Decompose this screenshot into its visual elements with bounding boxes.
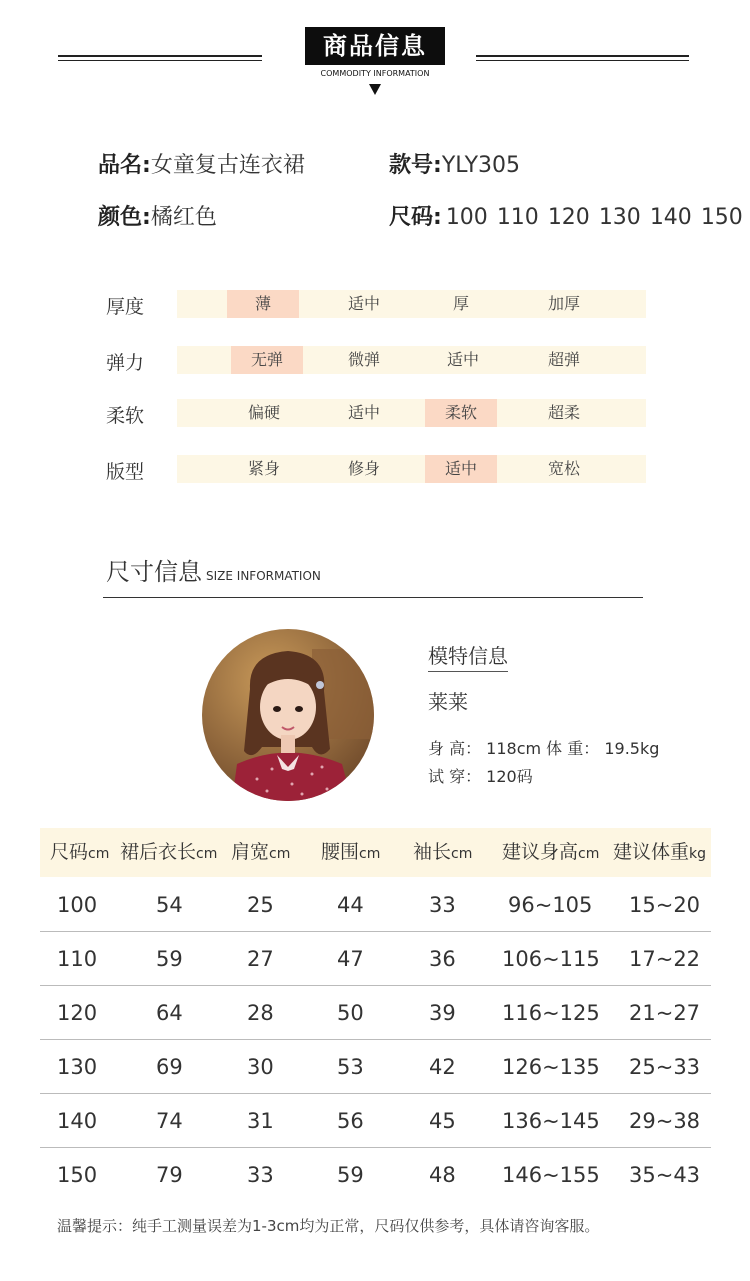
table-cell: 44 — [337, 893, 364, 917]
attribute-option: 修身 — [347, 459, 380, 478]
header-divider-right — [476, 55, 689, 61]
model-info-title: 模特信息 — [428, 640, 508, 672]
table-cell: 150 — [57, 1163, 98, 1187]
table-cell: 130 — [57, 1055, 98, 1079]
table-cell: 39 — [429, 1001, 456, 1025]
table-cell: 25 — [247, 893, 274, 917]
table-cell: 27 — [247, 947, 274, 971]
attribute-option: 适中 — [425, 455, 497, 483]
product-name-label: 品名: — [98, 153, 151, 178]
table-header-cell: 建议身高cm — [502, 841, 600, 863]
table-cell: 17~22 — [629, 947, 701, 971]
attribute-option: 柔软 — [425, 399, 497, 427]
attribute-option: 偏硬 — [247, 403, 280, 422]
product-name-value: 女童复古连衣裙 — [150, 153, 305, 178]
section-title-commodity: 商品信息 — [305, 27, 445, 65]
table-header-cell: 裙后衣长cm — [120, 841, 218, 863]
table-cell: 110 — [57, 947, 98, 971]
table-cell: 96~105 — [508, 893, 593, 917]
table-cell: 30 — [247, 1055, 274, 1079]
table-cell: 56 — [337, 1109, 364, 1133]
attribute-option: 微弹 — [347, 350, 380, 369]
table-cell: 54 — [156, 893, 183, 917]
down-arrow-icon — [369, 84, 381, 95]
table-cell: 53 — [337, 1055, 364, 1079]
table-cell: 42 — [429, 1055, 456, 1079]
attribute-label: 厚度 — [106, 296, 145, 318]
table-cell: 106~115 — [502, 947, 600, 971]
table-cell: 136~145 — [502, 1109, 600, 1133]
attribute-scale — [177, 290, 646, 318]
attribute-scale — [177, 346, 646, 374]
table-header-cell: 肩宽cm — [231, 841, 291, 863]
attribute-scale — [177, 455, 646, 483]
size-option: 140 — [649, 205, 692, 230]
product-style-value: YLY305 — [441, 153, 521, 178]
model-tried-size: 试 穿： 120码 — [428, 767, 533, 786]
product-color-value: 橘红色 — [150, 205, 217, 230]
table-row — [40, 1148, 711, 1202]
size-section-title — [106, 552, 321, 587]
attribute-option: 宽松 — [547, 459, 580, 478]
table-cell: 45 — [429, 1109, 456, 1133]
table-cell: 33 — [429, 893, 456, 917]
table-cell: 79 — [156, 1163, 183, 1187]
product-size-row — [389, 200, 750, 231]
section-subtitle-commodity: COMMODITY INFORMATION — [320, 69, 430, 78]
attribute-option: 超柔 — [547, 403, 580, 422]
attribute-option: 厚 — [452, 294, 469, 313]
attribute-option: 适中 — [347, 403, 380, 422]
attribute-label: 版型 — [106, 461, 145, 483]
attribute-option: 紧身 — [247, 459, 280, 478]
model-measurements: 身 高： 118cm 体 重： 19.5kg — [428, 739, 660, 758]
table-header-cell: 尺码cm — [50, 841, 110, 863]
attribute-label: 弹力 — [106, 352, 145, 374]
table-row — [40, 1094, 711, 1148]
table-cell: 50 — [337, 1001, 364, 1025]
table-cell: 48 — [429, 1163, 456, 1187]
attribute-option: 加厚 — [547, 294, 580, 313]
footnote: 温馨提示：纯手工测量误差为1-3cm均为正常，尺码仅供参考，具体请咨询客服。 — [57, 1217, 600, 1235]
table-cell: 120 — [57, 1001, 98, 1025]
attribute-option: 超弹 — [547, 350, 580, 369]
attribute-option: 适中 — [446, 350, 479, 369]
table-cell: 33 — [247, 1163, 274, 1187]
table-row — [40, 1040, 711, 1094]
attribute-option: 薄 — [227, 290, 299, 318]
table-cell: 100 — [57, 893, 98, 917]
size-option: 100 — [445, 205, 488, 230]
table-header-cell: 袖长cm — [413, 841, 473, 863]
table-row — [40, 932, 711, 986]
table-header-cell: 腰围cm — [321, 841, 381, 863]
table-cell: 15~20 — [629, 893, 701, 917]
size-section-subtitle: SIZE INFORMATION — [206, 569, 321, 583]
size-section-title-text: 尺寸信息 — [106, 558, 202, 586]
table-cell: 35~43 — [629, 1163, 701, 1187]
attribute-option: 无弹 — [231, 346, 303, 374]
table-cell: 116~125 — [502, 1001, 600, 1025]
table-cell: 146~155 — [502, 1163, 600, 1187]
model-photo — [202, 629, 374, 801]
attribute-scale — [177, 399, 646, 427]
attribute-label: 柔软 — [106, 405, 145, 427]
table-cell: 31 — [247, 1109, 274, 1133]
table-cell: 36 — [429, 947, 456, 971]
table-cell: 64 — [156, 1001, 183, 1025]
product-color-label: 颜色: — [98, 205, 151, 230]
size-option: 110 — [496, 205, 539, 230]
table-cell: 69 — [156, 1055, 183, 1079]
product-size-label: 尺码: — [389, 205, 442, 230]
table-cell: 47 — [337, 947, 364, 971]
table-cell: 29~38 — [629, 1109, 701, 1133]
table-header-cell: 建议体重kg — [613, 841, 707, 863]
size-section-divider — [103, 597, 643, 598]
product-name-row — [98, 148, 305, 179]
table-row — [40, 986, 711, 1040]
table-cell: 28 — [247, 1001, 274, 1025]
size-option: 130 — [598, 205, 641, 230]
table-cell: 21~27 — [629, 1001, 701, 1025]
size-option: 150 — [700, 205, 743, 230]
size-option: 120 — [547, 205, 590, 230]
product-style-label: 款号: — [389, 153, 442, 178]
table-cell: 74 — [156, 1109, 183, 1133]
table-cell: 126~135 — [502, 1055, 600, 1079]
model-name: 莱莱 — [428, 690, 468, 714]
size-table-header — [40, 828, 711, 877]
table-row — [40, 878, 711, 932]
product-style-row — [389, 148, 520, 179]
table-cell: 59 — [337, 1163, 364, 1187]
table-cell: 140 — [57, 1109, 98, 1133]
attribute-option: 适中 — [347, 294, 380, 313]
table-cell: 25~33 — [629, 1055, 701, 1079]
header-divider-left — [58, 55, 262, 61]
product-color-row — [98, 200, 217, 231]
table-cell: 59 — [156, 947, 183, 971]
